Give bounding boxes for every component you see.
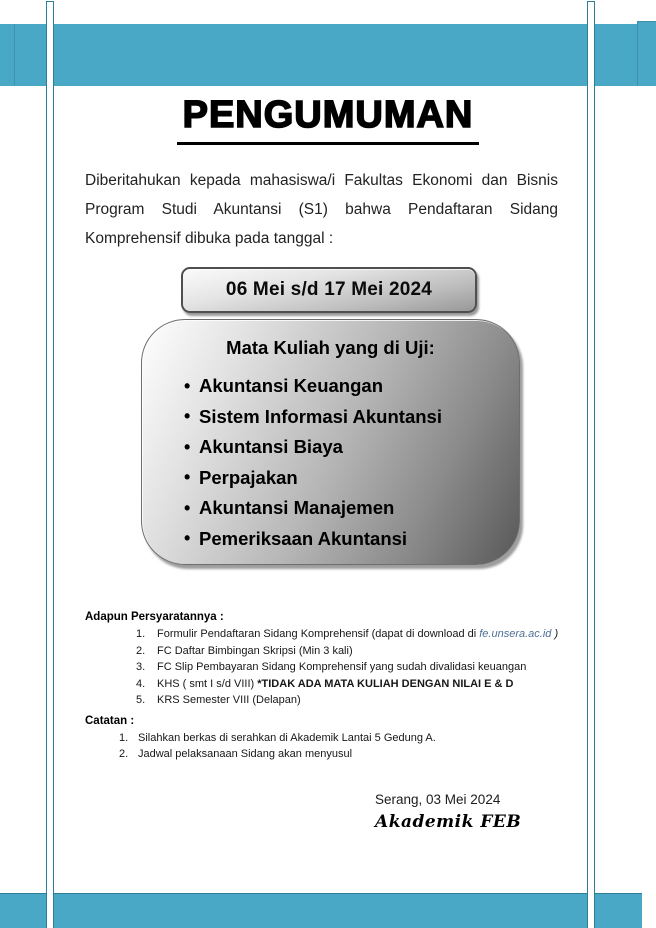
top-accent-bar — [0, 24, 656, 86]
requirements-heading: Adapun Persyaratannya : — [85, 611, 224, 623]
list-item-text — [138, 730, 436, 747]
text-segment: FC Daftar Bimbingan Skripsi (Min 3 kali) — [157, 644, 353, 657]
title-wrap — [0, 94, 656, 145]
exam-subject-label: Sistem Informasi Akuntansi — [199, 405, 442, 427]
exam-subject-item — [142, 524, 519, 555]
bullet-icon: • — [184, 497, 191, 518]
list-item — [136, 659, 585, 676]
list-item-text — [157, 692, 301, 709]
notes-list — [85, 730, 585, 763]
list-item-number: 4. — [136, 677, 146, 690]
exam-subject-item — [142, 493, 519, 524]
bullet-icon: • — [184, 375, 191, 396]
exam-subject-label: Akuntansi Biaya — [199, 436, 343, 458]
text-segment: KHS ( smt I s/d VIII) — [157, 677, 258, 690]
exam-subject-label: Pemeriksaan Akuntansi — [199, 527, 408, 549]
list-item-number: 1. — [136, 628, 146, 640]
signature-signer: Akademik FEB — [375, 812, 522, 832]
list-item-text — [157, 676, 514, 693]
bottom-accent-bar — [0, 893, 642, 928]
list-item-text — [157, 659, 526, 676]
exam-subject-label: Akuntansi Manajemen — [199, 497, 395, 519]
list-item — [136, 626, 585, 643]
exam-subject-item — [142, 432, 519, 463]
exam-subject-label: Akuntansi Keuangan — [199, 375, 383, 397]
exam-subject-list — [142, 371, 519, 554]
exam-subject-label: Perpajakan — [199, 466, 298, 488]
list-item-text — [138, 746, 352, 763]
list-item — [136, 676, 585, 693]
date-banner — [181, 267, 477, 313]
exam-subject-item — [142, 371, 519, 402]
list-item-number: 2. — [136, 644, 146, 657]
requirements-list — [85, 626, 585, 709]
intro-line: Diberitahukan kepada mahasiswa/i Fakultas Ekonomi dan Bisnis — [85, 172, 558, 189]
list-item — [136, 692, 585, 709]
signature-place-date: Serang, 03 Mei 2024 — [375, 792, 501, 807]
list-item-number: 1. — [119, 731, 129, 744]
bullet-icon: • — [184, 406, 191, 427]
bullet-icon: • — [184, 467, 191, 488]
list-item-number: 5. — [136, 694, 146, 706]
requirements-block — [85, 609, 585, 763]
exam-subjects-box — [141, 319, 520, 565]
list-item — [119, 730, 585, 747]
left-border-strip — [46, 1, 54, 928]
text-segment: Jadwal pelaksanaan Sidang akan menyusul — [138, 748, 353, 760]
intro-line: Program Studi Akuntansi (S1) bahwa Pendaftaran Sidang — [85, 201, 558, 218]
top-accent-bar-notch — [637, 21, 656, 86]
list-item-number: 2. — [119, 748, 129, 760]
text-segment: Silahkan berkas di serahkan di Akademik Lantai 5 Gedung A. — [138, 731, 436, 744]
exam-subject-item — [142, 402, 519, 433]
text-segment: *TIDAK ADA MATA KULIAH DENGAN NILAI E & D — [257, 677, 514, 690]
list-item — [119, 746, 585, 763]
link-fe-unsera[interactable]: fe.unsera.ac.id — [479, 628, 552, 640]
list-item-text — [157, 626, 558, 643]
bullet-icon: • — [184, 436, 191, 457]
exam-subject-item — [142, 463, 519, 494]
bullet-icon: • — [184, 528, 191, 549]
list-item — [136, 643, 585, 660]
signature-block — [375, 791, 521, 832]
text-segment: FC Slip Pembayaran Sidang Komprehensif yang sudah divalidasi keuangan — [157, 661, 527, 673]
exam-box-title: Mata Kuliah yang di Uji: — [226, 337, 435, 358]
intro-paragraph — [85, 166, 558, 253]
text-segment: ) — [551, 628, 559, 640]
intro-line: Komprehensif dibuka pada tanggal : — [85, 230, 334, 247]
text-segment: Formulir Pendaftaran Sidang Komprehensif (dapat di download di — [157, 628, 480, 640]
notes-heading: Catatan : — [85, 714, 135, 727]
top-bar-seam — [14, 24, 15, 86]
list-item-text — [157, 643, 353, 660]
date-banner-text: 06 Mei s/d 17 Mei 2024 — [225, 279, 433, 300]
page-title: PENGUMUMAN — [177, 94, 480, 145]
right-border-strip — [587, 1, 595, 928]
text-segment: KRS Semester VIII (Delapan) — [157, 694, 301, 706]
list-item-number: 3. — [136, 661, 146, 673]
